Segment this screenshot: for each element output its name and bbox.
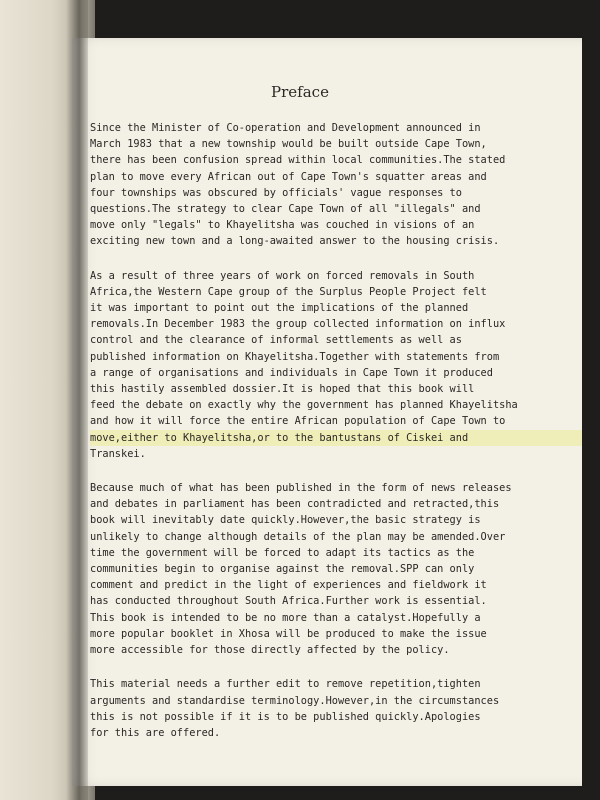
- text-line: and debates in parliament has been contradicted and retracted,this: [90, 498, 500, 511]
- text-line: time the government will be forced to adapt its tactics as the: [90, 546, 475, 559]
- text-line: for this are offered.: [90, 726, 221, 739]
- paragraph-4: [90, 676, 582, 741]
- text-line: Transkei.: [90, 447, 146, 460]
- page-title: Preface: [271, 83, 329, 101]
- text-line: this hastily assembled dossier.It is hoped that this book will: [90, 383, 475, 396]
- book-gutter-shadow: [66, 0, 88, 800]
- text-line: published information on Khayelitsha.Together with statements from: [90, 350, 500, 363]
- paragraph-3: [90, 480, 582, 658]
- text-line: As a result of three years of work on forced removals in South: [90, 269, 475, 282]
- text-line: and how it will force the entire African population of Cape Town to: [90, 415, 506, 428]
- text-line-highlighted: move,either to Khayelitsha,or to the bantustans of Ciskei and: [90, 430, 582, 446]
- text-line: Africa,the Western Cape group of the Surplus People Project felt: [90, 285, 487, 298]
- text-line: it was important to point out the implications of the planned: [90, 302, 469, 315]
- text-line: book will inevitably date quickly.However,the basic strategy is: [90, 514, 481, 527]
- text-line: questions.The strategy to clear Cape Town of all "illegals" and: [90, 203, 481, 216]
- text-line: Since the Minister of Co-operation and Development announced in: [90, 122, 481, 134]
- text-line: four townships was obscured by officials' vague responses to: [90, 186, 462, 199]
- text-line: move only "legals" to Khayelitsha was couched in visions of an: [90, 219, 475, 232]
- text-line: exciting new town and a long-awaited answer to the housing crisis.: [90, 235, 500, 248]
- text-line: communities begin to organise against the removal.SPP can only: [90, 563, 475, 576]
- text-line: there has been confusion spread within local communities.The stated: [90, 154, 506, 167]
- text-line: Because much of what has been published in the form of news releases: [90, 482, 512, 495]
- text-line: has conducted throughout South Africa.Further work is essential.: [90, 595, 487, 608]
- text-line: unlikely to change although details of the plan may be amended.Over: [90, 530, 506, 543]
- paragraph-1: [90, 120, 582, 250]
- text-line: more accessible for those directly affected by the policy.: [90, 644, 450, 657]
- text-line: removals.In December 1983 the group collected information on influx: [90, 318, 506, 331]
- text-line: control and the clearance of informal settlements as well as: [90, 334, 462, 347]
- text-line: a range of organisations and individuals in Cape Town it produced: [90, 366, 493, 379]
- text-line: plan to move every African out of Cape Town's squatter areas and: [90, 170, 487, 183]
- text-line: This book is intended to be no more than a catalyst.Hopefully a: [90, 611, 481, 624]
- preface-body: [90, 120, 582, 741]
- text-line: this is not possible if it is to be published quickly.Apologies: [90, 710, 481, 723]
- text-line: arguments and standardise terminology.However,in the circumstances: [90, 694, 500, 707]
- text-line: feed the debate on exactly why the government has planned Khayelitsha: [90, 399, 518, 412]
- text-line: This material needs a further edit to remove repetition,tighten: [90, 678, 481, 691]
- paragraph-2: [90, 268, 582, 462]
- text-line: March 1983 that a new township would be built outside Cape Town,: [90, 138, 487, 151]
- text-line: comment and predict in the light of experiences and fieldwork it: [90, 579, 487, 592]
- text-line: more popular booklet in Xhosa will be produced to make the issue: [90, 627, 487, 640]
